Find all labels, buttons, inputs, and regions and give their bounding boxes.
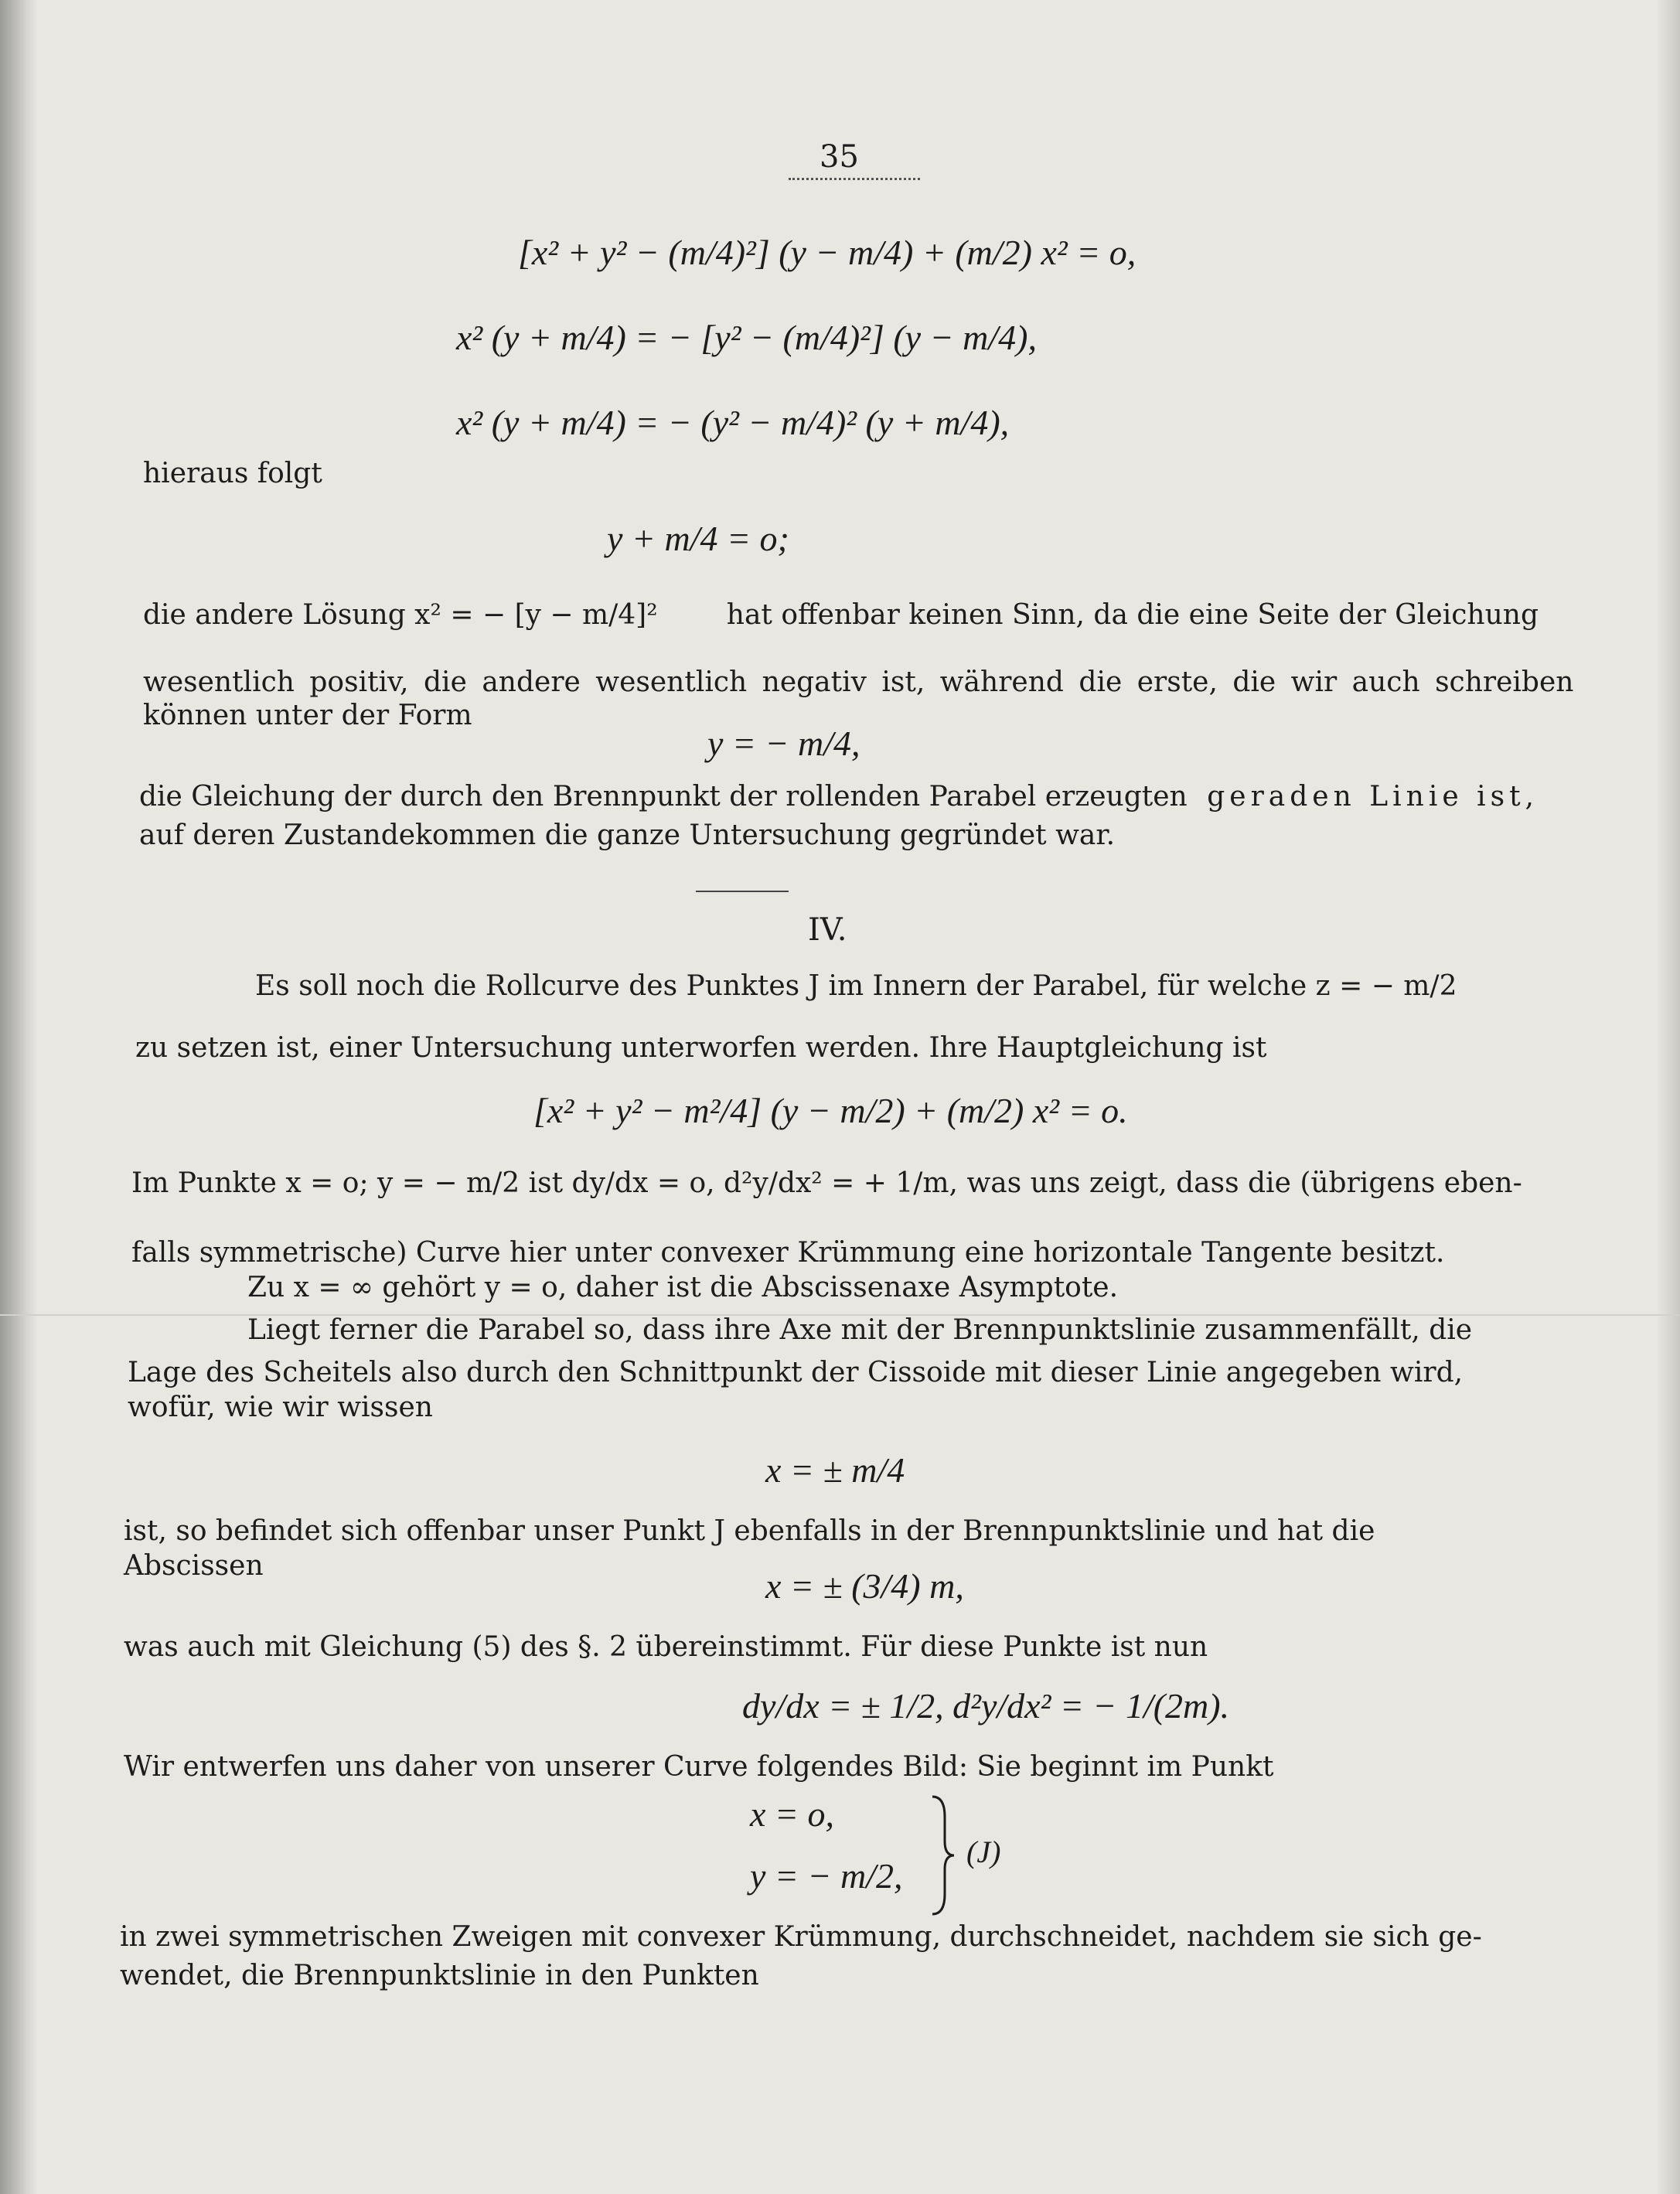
line-wofuer: wofür, wie wir wissen xyxy=(128,1392,433,1423)
line-entwerfen: Wir entwerfen uns daher von unserer Curve folgendes Bild: Sie beginnt im Punkt xyxy=(124,1751,1274,1783)
brace-icon xyxy=(928,1794,959,1917)
line-wendet: wendet, die Brennpunktslinie in den Punkten xyxy=(120,1960,759,1991)
page-number: 35 xyxy=(820,139,859,175)
line-lage: Lage des Scheitels also durch den Schnittpunkt der Cissoide mit dieser Linie angegeben wird, xyxy=(128,1357,1464,1388)
equation-10b: y = − m/2, xyxy=(750,1856,903,1896)
equation-10a: x = o, xyxy=(750,1794,834,1834)
line-zwei-zweigen: in zwei symmetrischen Zweigen mit convexer Krümmung, durchschneidet, nachdem sie sich ge- xyxy=(120,1921,1482,1953)
binding-shadow xyxy=(0,0,37,2194)
page-number-rule xyxy=(789,178,920,180)
line-im-punkte: Im Punkte x = o; y = − m/2 ist dy/dx = o, d²y/dx² = + 1/m, was uns zeigt, dass die (übrigens eben- xyxy=(131,1167,1522,1199)
equation-1: [x² + y² − (m/4)²] (y − m/4) + (m/2) x² = o, xyxy=(518,233,1136,272)
line-liegt-ferner: Liegt ferner die Parabel so, dass ihre Axe mit der Brennpunktslinie zusammenfällt, die xyxy=(247,1314,1473,1346)
equation-10-label: (J) xyxy=(966,1835,1001,1869)
gerade-linie-emphasis: geraden Linie ist, xyxy=(1207,781,1539,813)
equation-9: dy/dx = ± 1/2, d²y/dx² = − 1/(2m). xyxy=(742,1686,1230,1726)
line-asymptote: Zu x = ∞ gehört y = o, daher ist die Abscissenaxe Asymptote. xyxy=(247,1272,1119,1303)
line-wesentlich: wesentlich positiv, die andere wesentlich negativ ist, während die erste, die wir auch schreiben xyxy=(143,666,1574,698)
equation-6: [x² + y² − m²/4] (y − m/2) + (m/2) x² = o. xyxy=(533,1091,1128,1130)
line-rollcurve: Es soll noch die Rollcurve des Punktes J im Innern der Parabel, für welche z = − m/2 xyxy=(255,970,1457,1002)
line-andere-loesung xyxy=(143,599,1539,631)
equation-5: y = − m/4, xyxy=(707,724,860,763)
section-heading: IV. xyxy=(808,912,847,948)
line-befindet: ist, so befindet sich offenbar unser Punkt J ebenfalls in der Brennpunktslinie und hat die xyxy=(124,1515,1375,1547)
gleichung-text: die Gleichung der durch den Brennpunkt der rollenden Parabel erzeugten xyxy=(139,781,1188,813)
line-abscissen: Abscissen xyxy=(124,1550,264,1582)
page-edge xyxy=(1657,0,1680,2194)
equation-2: x² (y + m/4) = − [y² − (m/4)²] (y − m/4), xyxy=(456,318,1037,357)
text-hieraus: hieraus folgt xyxy=(143,458,322,489)
line-gleichung-5: was auch mit Gleichung (5) des §. 2 übereinstimmt. Für diese Punkte ist nun xyxy=(124,1631,1208,1663)
andere-loesung-formula: die andere Lösung x² = − [y − m/4]² xyxy=(143,599,658,631)
equation-7: x = ± m/4 xyxy=(765,1450,905,1490)
andere-loesung-text: hat offenbar keinen Sinn, da die eine Seite der Gleichung xyxy=(726,599,1539,631)
equation-4: y + m/4 = o; xyxy=(607,519,789,558)
section-divider xyxy=(696,891,789,892)
line-symmetrische: falls symmetrische) Curve hier unter convexer Krümmung eine horizontale Tangente besitzt. xyxy=(131,1237,1445,1269)
equation-8: x = ± (3/4) m, xyxy=(765,1566,964,1606)
line-gleichung xyxy=(139,781,1539,813)
line-zu-setzen: zu setzen ist, einer Untersuchung unterworfen werden. Ihre Hauptgleichung ist xyxy=(135,1032,1267,1064)
line-zustandekommen: auf deren Zustandekommen die ganze Untersuchung gegründet war. xyxy=(139,819,1116,851)
line-koennen: können unter der Form xyxy=(143,700,472,731)
equation-3: x² (y + m/4) = − (y² − m/4)² (y + m/4), xyxy=(456,403,1010,442)
